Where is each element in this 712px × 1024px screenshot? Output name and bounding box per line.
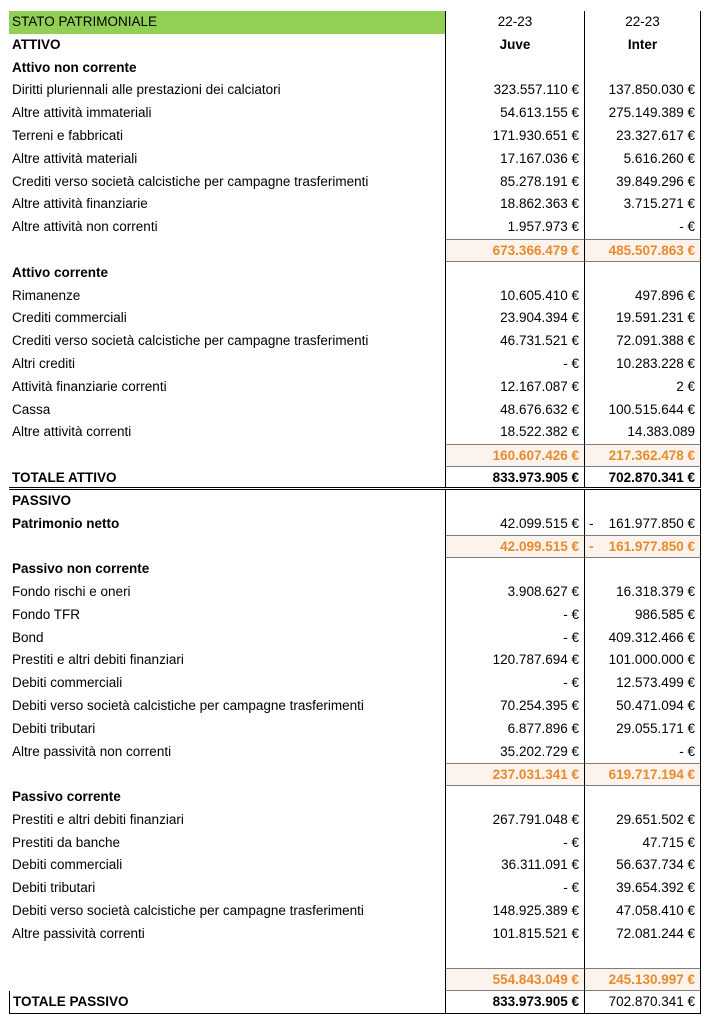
value-juve: 35.202.729 € [445,741,584,764]
row-label: Attività finanziarie correnti [12,378,167,394]
value-inter: 101.000.000 € [584,649,701,672]
col1-year: 22-23 [445,11,584,34]
totale-passivo-juve: 833.973.905 € [445,991,584,1013]
value-inter: 497.896 € [584,285,701,308]
value-juve: 23.904.394 € [445,307,584,330]
subtotal-inter: 245.130.997 € [584,968,701,991]
row-label: Debiti commerciali [12,857,123,873]
empty-cell [445,946,584,969]
value-juve: 70.254.395 € [445,695,584,718]
section-heading [9,57,701,80]
value-inter: 986.585 € [584,604,701,627]
value-inter: 137.850.030 € [584,79,701,102]
value-juve: 10.605.410 € [445,285,584,308]
table-row [9,399,701,422]
totale-passivo-inter: 702.870.341 € [584,991,701,1013]
row-label: Fondo TFR [12,606,81,622]
section-label: Passivo non corrente [12,561,150,577]
col2-team: Inter [584,34,701,57]
value-juve: 101.815.521 € [445,923,584,946]
table-row [9,421,701,444]
subtotal-inter-value: 161.977.850 € [608,539,695,555]
value-juve: 267.791.048 € [445,809,584,832]
empty-cell [445,262,584,285]
row-label: Altre attività non correnti [12,219,158,235]
row-label: Altre attività finanziarie [12,196,148,212]
row-label: Prestiti da banche [12,834,121,850]
value-juve: 6.877.896 € [445,718,584,741]
value-inter: 409.312.466 € [584,627,701,650]
attivo-non-corrente-rows [9,79,701,239]
passivo-heading: PASSIVO [12,492,72,508]
value-inter: 72.091.388 € [584,330,701,353]
subtotal-row [9,444,701,467]
value-juve: 12.167.087 € [445,376,584,399]
totale-attivo-juve: 833.973.905 € [445,467,584,487]
passivo-non-corrente-rows [9,581,701,763]
empty-cell [9,763,445,786]
value-inter: 39.849.296 € [584,171,701,194]
value-juve: 1.957.973 € [445,216,584,239]
table-row [9,79,701,102]
empty-cell [9,444,445,467]
totale-attivo-row [9,467,701,490]
totale-attivo-label: TOTALE ATTIVO [12,469,117,485]
value-juve: 36.311.091 € [445,854,584,877]
row-label: Debiti tributari [12,880,96,896]
value-inter: 100.515.644 € [584,399,701,422]
value-inter: - € [584,741,701,764]
value-inter: 29.651.502 € [584,809,701,832]
value-juve: 48.676.632 € [445,399,584,422]
value-inter: 12.573.499 € [584,672,701,695]
subtotal-inter: 217.362.478 € [584,444,701,467]
subtotal-juve: 160.607.426 € [445,444,584,467]
subtotal-inter [584,535,701,558]
negative-sign: - [589,539,594,555]
row-label: Debiti commerciali [12,675,123,691]
col2-year: 22-23 [584,11,701,34]
value-juve: 3.908.627 € [445,581,584,604]
value-juve: - € [445,627,584,650]
subtotal-row [9,763,701,786]
table-row [9,376,701,399]
subtotal-row [9,239,701,262]
empty-cell [9,968,445,991]
row-label: Altre passività non correnti [12,743,172,759]
value-inter: 72.081.244 € [584,923,701,946]
value-inter: 275.149.389 € [584,102,701,125]
table-row [9,171,701,194]
value-inter: 16.318.379 € [584,581,701,604]
value-juve: - € [445,832,584,855]
section-label: Passivo corrente [12,789,121,805]
table-row [9,330,701,353]
subtotal-juve: 673.366.479 € [445,239,584,262]
attivo-heading: ATTIVO [12,36,61,52]
value-inter: 50.471.094 € [584,695,701,718]
value-juve: - € [445,353,584,376]
empty-cell [584,946,701,969]
value-juve: - € [445,604,584,627]
value-juve: 18.862.363 € [445,193,584,216]
row-label: Altri crediti [12,355,76,371]
value-juve: 18.522.382 € [445,421,584,444]
empty-cell [9,535,445,558]
value-inter: 29.055.171 € [584,718,701,741]
row-label: Debiti verso società calcistiche per campagne trasferimenti [12,697,364,713]
table-row [9,604,701,627]
row-label: Bond [12,629,44,645]
table-row [9,307,701,330]
section-label: Attivo corrente [12,264,109,280]
table-row [9,285,701,308]
blank-row [9,946,701,969]
passivo-heading-row [9,490,701,513]
sheet-title: STATO PATRIMONIALE [9,11,445,34]
value-juve: 120.787.694 € [445,649,584,672]
row-label: Prestiti e altri debiti finanziari [12,811,184,827]
patrimonio-inter [584,513,701,536]
row-label: Altre attività correnti [12,424,132,440]
empty-cell [584,262,701,285]
value-inter: 3.715.271 € [584,193,701,216]
subtotal-juve: 237.031.341 € [445,763,584,786]
table-row [9,923,701,946]
header-row-title [9,11,701,34]
empty-cell [445,490,584,513]
row-label: Debiti tributari [12,720,96,736]
table-row [9,627,701,650]
value-inter: 2 € [584,376,701,399]
value-juve: 17.167.036 € [445,148,584,171]
row-label: Cassa [12,401,51,417]
row-label: Fondo rischi e oneri [12,583,131,599]
subtotal-inter: 619.717.194 € [584,763,701,786]
subtotal-inter: 485.507.863 € [584,239,701,262]
table-row [9,193,701,216]
table-row [9,695,701,718]
table-row [9,353,701,376]
table-row [9,649,701,672]
empty-cell [584,558,701,581]
subtotal-juve: 42.099.515 € [445,535,584,558]
table-row [9,672,701,695]
value-inter: 5.616.260 € [584,148,701,171]
value-inter: 19.591.231 € [584,307,701,330]
row-label: Rimanenze [12,287,81,303]
table-row [9,854,701,877]
attivo-corrente-rows [9,285,701,445]
row-label: Crediti verso società calcistiche per campagne trasferimenti [12,173,369,189]
table-row [9,216,701,239]
patrimonio-juve: 42.099.515 € [445,513,584,536]
patrimonio-netto-label: Patrimonio netto [12,515,120,531]
empty-cell [445,558,584,581]
row-label: Crediti verso società calcistiche per campagne trasferimenti [12,333,369,349]
value-inter: 47.058.410 € [584,900,701,923]
value-juve: - € [445,672,584,695]
row-label: Terreni e fabbricati [12,127,124,143]
empty-cell [584,490,701,513]
value-juve: 148.925.389 € [445,900,584,923]
table-row [9,718,701,741]
value-inter: 56.637.734 € [584,854,701,877]
empty-cell [9,239,445,262]
value-inter: 14.383.089 [584,421,701,444]
value-inter: 23.327.617 € [584,125,701,148]
row-label: Diritti pluriennali alle prestazioni dei calciatori [12,82,281,98]
empty-cell [584,786,701,809]
table-row [9,148,701,171]
value-inter: 39.654.392 € [584,877,701,900]
passivo-corrente-rows [9,809,701,946]
section-label: Attivo non corrente [12,59,137,75]
totale-attivo-inter: 702.870.341 € [584,467,701,487]
row-label: Crediti commerciali [12,310,127,326]
section-heading [9,786,701,809]
value-juve: - € [445,877,584,900]
row-label: Altre attività immateriali [12,105,152,121]
row-label: Prestiti e altri debiti finanziari [12,652,184,668]
table-row [9,809,701,832]
table-row [9,581,701,604]
empty-cell [9,946,445,969]
patrimonio-inter-value: 161.977.850 € [608,515,695,531]
table-row [9,877,701,900]
empty-cell [445,57,584,80]
value-juve: 85.278.191 € [445,171,584,194]
col1-team: Juve [445,34,584,57]
value-inter: 47.715 € [584,832,701,855]
value-juve: 323.557.110 € [445,79,584,102]
table-row [9,900,701,923]
row-label: Altre passività correnti [12,925,145,941]
balance-sheet-table [9,11,701,1014]
header-row-teams [9,34,701,57]
totale-passivo-row [9,991,701,1014]
empty-cell [445,786,584,809]
row-label: Altre attività materiali [12,150,138,166]
value-inter: 10.283.228 € [584,353,701,376]
table-row [9,102,701,125]
value-juve: 46.731.521 € [445,330,584,353]
value-juve: 171.930.651 € [445,125,584,148]
subtotal-juve: 554.843.049 € [445,968,584,991]
row-label: Debiti verso società calcistiche per campagne trasferimenti [12,903,364,919]
patrimonio-netto-row [9,513,701,536]
totale-passivo-label: TOTALE PASSIVO [9,991,445,1013]
subtotal-row [9,535,701,558]
value-juve: 54.613.155 € [445,102,584,125]
table-row [9,125,701,148]
empty-cell [584,57,701,80]
section-heading [9,262,701,285]
section-heading [9,558,701,581]
subtotal-row [9,968,701,991]
value-inter: - € [584,216,701,239]
table-row [9,741,701,764]
table-row [9,832,701,855]
negative-sign: - [589,515,594,531]
